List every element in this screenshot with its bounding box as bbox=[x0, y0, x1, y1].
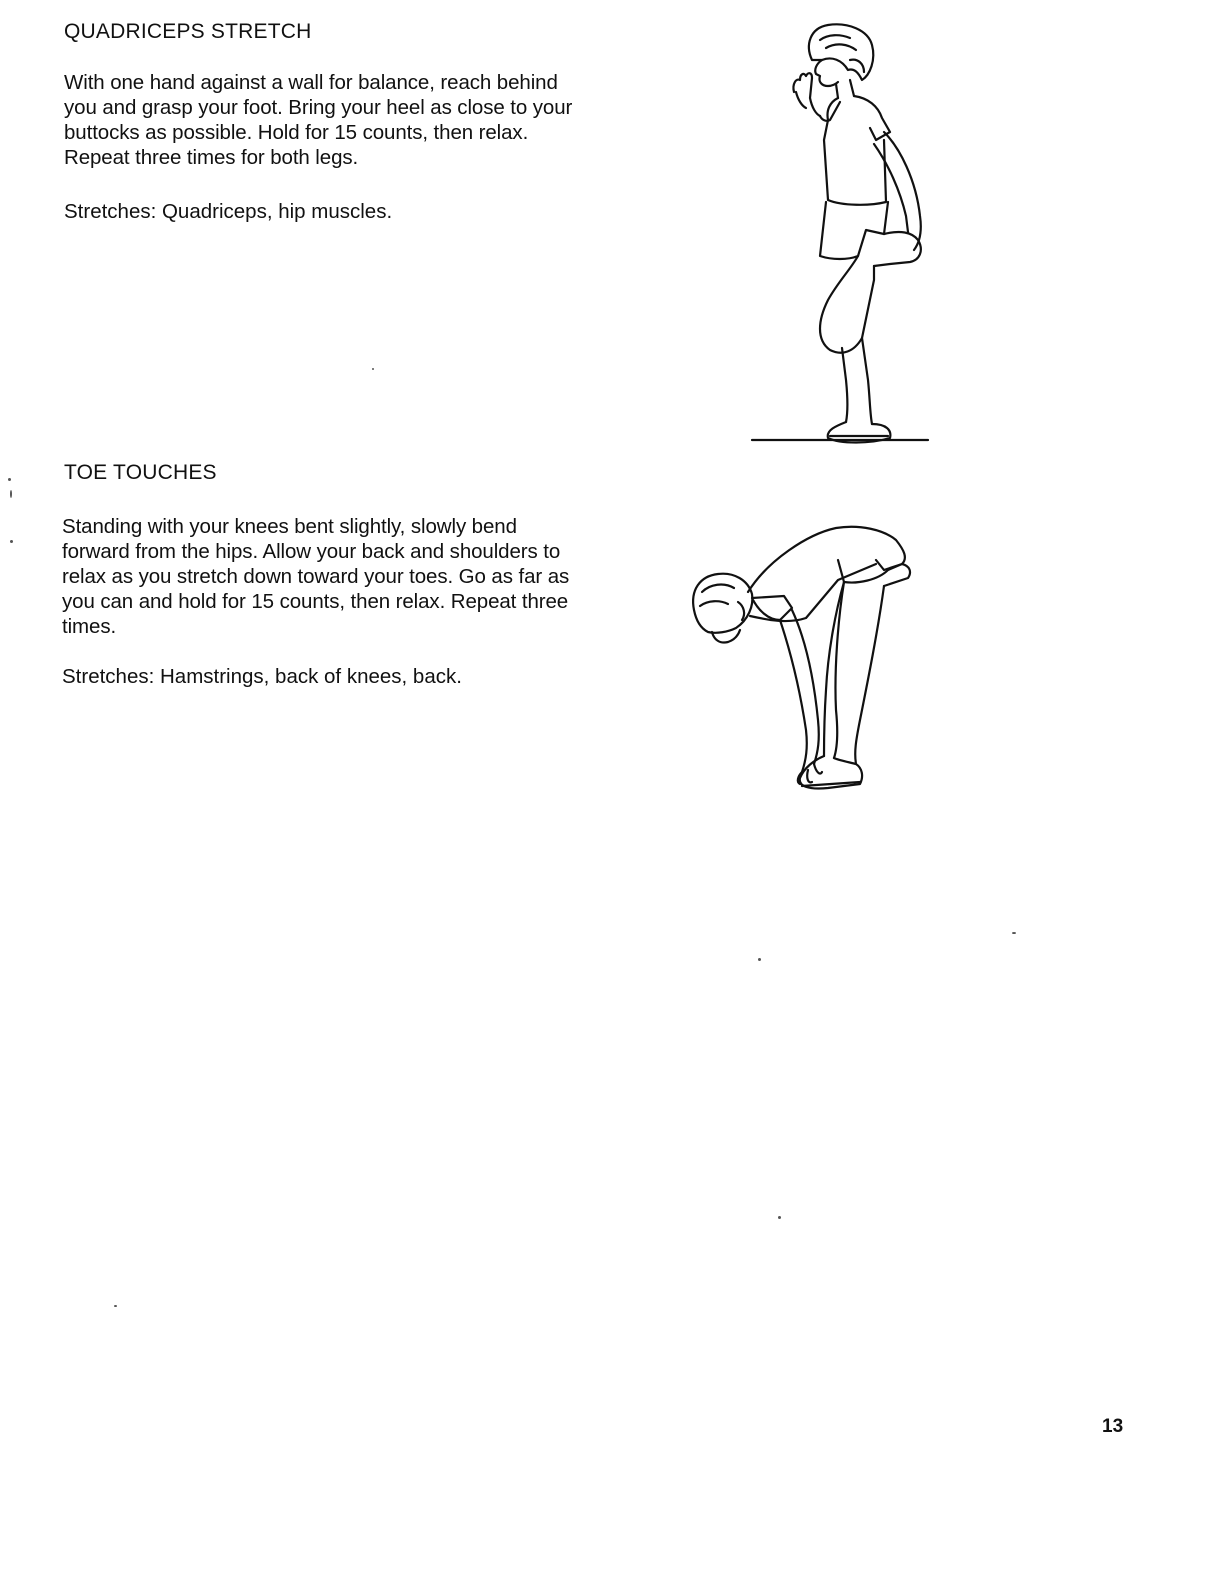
quadriceps-stretch-muscles: Stretches: Quadriceps, hip muscles. bbox=[64, 200, 393, 223]
scan-speck bbox=[114, 1305, 117, 1307]
scan-speck bbox=[10, 540, 13, 543]
page-number: 13 bbox=[1102, 1416, 1124, 1437]
scan-speck bbox=[372, 368, 374, 370]
quadriceps-stretch-figure bbox=[750, 20, 935, 455]
toe-touches-instructions bbox=[62, 514, 569, 639]
quadriceps-stretch-instructions bbox=[64, 70, 572, 170]
instruction-line: With one hand against a wall for balance, reach behind bbox=[64, 71, 558, 94]
instruction-line: times. bbox=[62, 615, 117, 638]
instruction-line: Standing with your knees bent slightly, slowly bend bbox=[62, 515, 517, 538]
scan-speck bbox=[10, 490, 12, 498]
scan-speck bbox=[778, 1216, 781, 1219]
instruction-line: forward from the hips. Allow your back and shoulders to bbox=[62, 540, 561, 563]
instruction-line: Repeat three times for both legs. bbox=[64, 146, 359, 169]
toe-touches-muscles: Stretches: Hamstrings, back of knees, back. bbox=[62, 665, 462, 688]
toe-touches-title: TOE TOUCHES bbox=[64, 461, 217, 484]
scan-speck bbox=[758, 958, 761, 961]
instruction-line: you can and hold for 15 counts, then relax. Repeat three bbox=[62, 590, 569, 613]
scan-speck bbox=[8, 478, 11, 481]
instruction-line: buttocks as possible. Hold for 15 counts, then relax. bbox=[64, 121, 529, 144]
scan-speck bbox=[1012, 932, 1016, 934]
quadriceps-stretch-title: QUADRICEPS STRETCH bbox=[64, 20, 312, 43]
instruction-line: relax as you stretch down toward your toes. Go as far as bbox=[62, 565, 570, 588]
instruction-line: you and grasp your foot. Bring your heel as close to your bbox=[64, 96, 573, 119]
toe-touch-figure bbox=[688, 520, 920, 795]
